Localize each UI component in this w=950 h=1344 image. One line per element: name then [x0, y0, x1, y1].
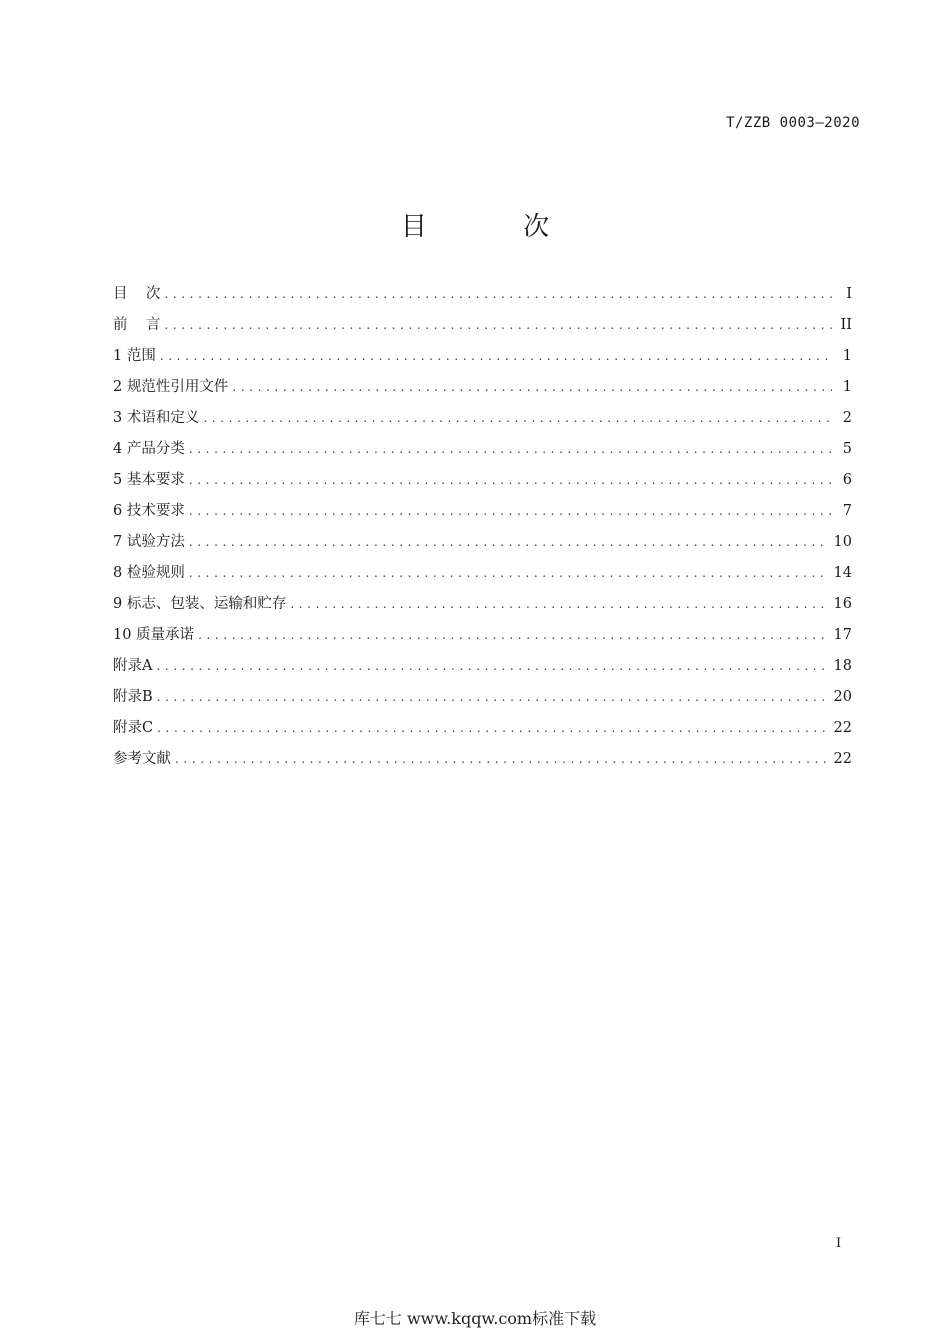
page-number: I: [836, 1236, 842, 1251]
toc-entry[interactable]: [113, 499, 852, 530]
toc-entry[interactable]: [113, 592, 852, 623]
toc-leader-dots: [189, 473, 832, 487]
toc-leader-dots: [232, 380, 832, 394]
toc-entry-label: 3 术语和定义: [113, 410, 200, 426]
toc-entry-page: 5: [842, 441, 852, 457]
toc-leader-dots: [157, 721, 827, 735]
toc-leader-dots: [189, 535, 828, 549]
toc-entry-page: 6: [842, 472, 852, 488]
toc-entry-page: 22: [833, 720, 852, 736]
toc-entry-label: 1 范围: [113, 348, 156, 364]
toc-leader-dots: [203, 411, 832, 425]
toc-entry-label: 附录A: [113, 658, 153, 674]
toc-entry-label: 6 技术要求: [113, 503, 185, 519]
toc-entry-page: 14: [833, 565, 852, 581]
toc-entry-label: 8 检验规则: [113, 565, 185, 581]
toc-entry[interactable]: [113, 561, 852, 592]
toc-leader-dots: [175, 752, 828, 766]
toc-entry[interactable]: [113, 282, 852, 313]
toc-entry-page: II: [840, 317, 852, 333]
toc-entry-page: 7: [842, 503, 852, 519]
toc-entry-label: 10 质量承诺: [113, 627, 195, 643]
toc-entry-label: 4 产品分类: [113, 441, 185, 457]
document-code: T/ZZB 0003—2020: [726, 115, 860, 131]
toc-entry-label: 5 基本要求: [113, 472, 185, 488]
table-of-contents: [113, 282, 852, 778]
toc-entry-label: 前 言: [113, 317, 161, 333]
toc-entry-label: 附录B: [113, 689, 153, 705]
toc-entry-page: 18: [833, 658, 852, 674]
toc-entry-label: 附录C: [113, 720, 154, 736]
toc-entry-label: 目 次: [113, 286, 161, 302]
toc-entry-label: 2 规范性引用文件: [113, 379, 229, 395]
toc-entry[interactable]: [113, 437, 852, 468]
toc-entry[interactable]: [113, 406, 852, 437]
footer-watermark: 库七七 www.kqqw.com标准下载: [353, 1309, 597, 1328]
toc-entry-label: 参考文献: [113, 751, 171, 767]
toc-entry[interactable]: [113, 747, 852, 778]
toc-leader-dots: [156, 659, 827, 673]
toc-leader-dots: [160, 349, 832, 363]
toc-entry-page: 2: [842, 410, 852, 426]
toc-entry-page: 10: [833, 534, 852, 550]
page-title: 目 次: [400, 212, 594, 242]
toc-entry-page: 20: [833, 689, 852, 705]
toc-entry-page: 16: [833, 596, 852, 612]
toc-entry-page: I: [846, 286, 852, 302]
toc-leader-dots: [164, 287, 832, 301]
toc-entry[interactable]: [113, 654, 852, 685]
toc-leader-dots: [189, 504, 832, 518]
toc-leader-dots: [290, 597, 827, 611]
toc-entry[interactable]: [113, 313, 852, 344]
toc-leader-dots: [189, 442, 832, 456]
toc-entry-page: 1: [842, 379, 852, 395]
toc-entry[interactable]: [113, 344, 852, 375]
toc-leader-dots: [157, 690, 828, 704]
toc-leader-dots: [189, 566, 828, 580]
toc-leader-dots: [198, 628, 827, 642]
toc-entry[interactable]: [113, 468, 852, 499]
toc-entry[interactable]: [113, 375, 852, 406]
toc-entry-label: 9 标志、包装、运输和贮存: [113, 596, 287, 612]
toc-entry[interactable]: [113, 716, 852, 747]
toc-entry-page: 1: [842, 348, 852, 364]
toc-leader-dots: [164, 318, 832, 332]
toc-entry-page: 17: [833, 627, 852, 643]
toc-entry[interactable]: [113, 530, 852, 561]
toc-entry-label: 7 试验方法: [113, 534, 185, 550]
toc-entry-page: 22: [833, 751, 852, 767]
toc-entry[interactable]: [113, 623, 852, 654]
toc-entry[interactable]: [113, 685, 852, 716]
